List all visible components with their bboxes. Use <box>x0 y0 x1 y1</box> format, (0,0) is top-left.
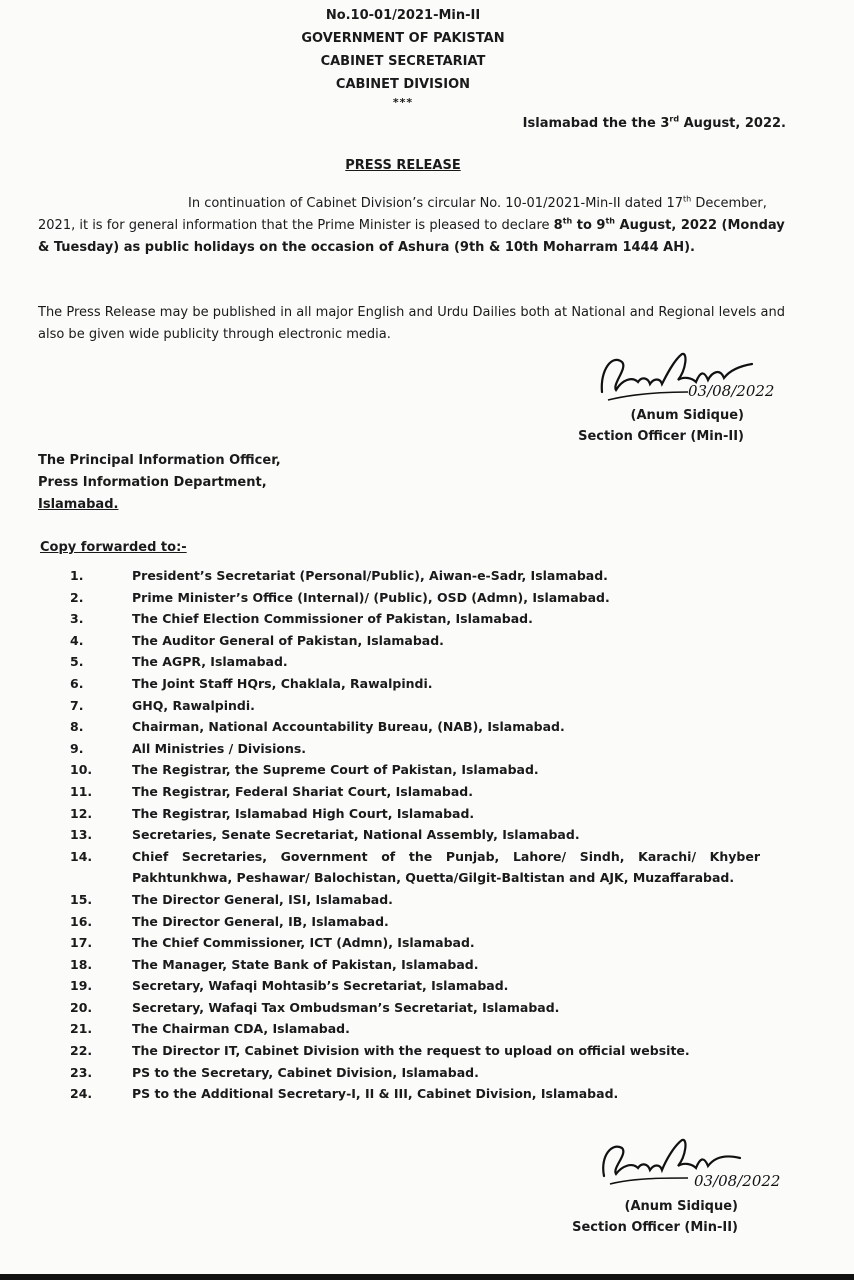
list-item-number: 4. <box>70 632 84 648</box>
signatory-block-2 <box>572 1196 738 1238</box>
list-item-number: 20. <box>70 999 93 1015</box>
list-item-number: 6. <box>70 675 84 691</box>
list-item-number: 13. <box>70 827 93 843</box>
handwritten-date: 03/08/2022 <box>688 382 775 400</box>
list-item <box>70 587 760 609</box>
list-item-number: 12. <box>70 805 93 821</box>
list-item-text: The Auditor General of Pakistan, Islamabad. <box>132 632 444 648</box>
body-paragraph-1: In continuation of Cabinet Division’s circular No. 10-01/2021-Min-II dated 17th December, 2021, it is for general information that the Prime Minister is pleased to declare 8th to 9th August, 2022 (Monday & Tuesday) as public holidays on the occasion of Ashura (9th & 10th Moharram 1444 AH). <box>38 194 785 255</box>
list-item <box>70 1062 760 1084</box>
signatory-name: (Anum Sidique) <box>630 408 744 423</box>
list-item-number: 24. <box>70 1086 93 1102</box>
list-item <box>70 911 760 933</box>
list-item-number: 9. <box>70 740 84 756</box>
list-item-text: The Registrar, Islamabad High Court, Islamabad. <box>132 805 475 821</box>
reference-number: No.10-01/2021-Min-II <box>325 8 481 23</box>
list-item <box>70 651 760 673</box>
list-item-text: The Joint Staff HQrs, Chaklala, Rawalpindi. <box>132 675 433 691</box>
list-item-number: 14. <box>70 848 93 864</box>
list-item <box>70 673 760 695</box>
list-item <box>70 954 760 976</box>
list-item-number: 15. <box>70 891 93 907</box>
list-item <box>70 932 760 954</box>
list-item <box>70 738 760 760</box>
list-item-number: 2. <box>70 589 84 605</box>
list-item <box>70 759 760 781</box>
list-item-text: The Registrar, the Supreme Court of Pakistan, Islamabad. <box>132 762 539 778</box>
list-item <box>70 695 760 717</box>
secretariat-heading: CABINET SECRETARIAT <box>320 54 486 69</box>
header-separator: *** <box>392 96 414 109</box>
signatory-name: (Anum Sidique) <box>624 1199 738 1214</box>
list-item-number: 21. <box>70 1021 93 1037</box>
signatory-block-1 <box>578 405 744 447</box>
list-item <box>70 608 760 630</box>
list-item <box>70 1018 760 1040</box>
list-item-text: The Chief Election Commissioner of Pakistan, Islamabad. <box>132 611 533 627</box>
list-item <box>70 975 760 997</box>
list-item <box>70 846 760 889</box>
list-item-text: The Registrar, Federal Shariat Court, Islamabad. <box>132 783 474 799</box>
list-item <box>70 716 760 738</box>
list-item-number: 7. <box>70 697 84 713</box>
list-item-number: 10. <box>70 762 93 778</box>
list-item-number: 19. <box>70 978 93 994</box>
holiday-declaration: 8th to 9th August, 2022 (Monday & Tuesday) as public holidays on the occasion of Ashura (9th & 10th Moharram 1444 AH). <box>38 216 785 255</box>
dateline: Islamabad the the 3rd August, 2022. <box>522 114 786 131</box>
list-item-number: 22. <box>70 1043 93 1059</box>
list-item <box>70 1040 760 1062</box>
list-item-text: PS to the Secretary, Cabinet Division, Islamabad. <box>132 1064 479 1080</box>
list-item <box>70 889 760 911</box>
list-item-number: 23. <box>70 1064 93 1080</box>
list-item <box>70 803 760 825</box>
list-item-text: Prime Minister’s Office (Internal)/ (Public), OSD (Admn), Islamabad. <box>132 589 610 605</box>
handwritten-date: 03/08/2022 <box>694 1172 781 1190</box>
list-item-text: Secretary, Wafaqi Mohtasib’s Secretariat, Islamabad. <box>132 978 509 994</box>
list-item-text: All Ministries / Divisions. <box>132 740 307 756</box>
list-item-number: 17. <box>70 935 93 951</box>
body-paragraph-2: The Press Release may be published in all major English and Urdu Dailies both at National and Regional levels and also be given wide publicity through electronic media. <box>38 305 785 342</box>
list-item <box>70 781 760 803</box>
page-bottom-edge <box>0 1274 854 1280</box>
list-item <box>70 630 760 652</box>
list-item-text: The Chief Commissioner, ICT (Admn), Islamabad. <box>132 935 475 951</box>
copy-forwarded-heading: Copy forwarded to:- <box>40 540 187 555</box>
list-item-text: The AGPR, Islamabad. <box>132 654 288 670</box>
division-heading: CABINET DIVISION <box>335 77 471 92</box>
list-item-text: Secretary, Wafaqi Tax Ombudsman’s Secretariat, Islamabad. <box>132 999 560 1015</box>
list-item-number: 8. <box>70 719 84 735</box>
list-item <box>70 565 760 587</box>
list-item-text: President’s Secretariat (Personal/Public), Aiwan-e-Sadr, Islamabad. <box>132 568 608 583</box>
distribution-list <box>70 565 760 1105</box>
list-item-number: 1. <box>70 568 84 583</box>
list-item-number: 18. <box>70 956 93 972</box>
list-item-text: The Chairman CDA, Islamabad. <box>132 1021 350 1037</box>
addressee-block: The Principal Information Officer, Press Information Department, Islamabad. <box>38 453 281 512</box>
document-title: PRESS RELEASE <box>345 158 461 173</box>
list-item-text: The Manager, State Bank of Pakistan, Islamabad. <box>132 956 479 972</box>
list-item-text: The Director General, ISI, Islamabad. <box>132 891 393 907</box>
list-item-text: GHQ, Rawalpindi. <box>132 697 255 713</box>
list-item-text: PS to the Additional Secretary-I, II & III, Cabinet Division, Islamabad. <box>132 1086 619 1102</box>
list-item-text: Secretaries, Senate Secretariat, National Assembly, Islamabad. <box>132 827 580 843</box>
list-item-text: The Director General, IB, Islamabad. <box>132 913 389 929</box>
list-item-number: 5. <box>70 654 84 670</box>
list-item <box>70 1083 760 1105</box>
signatory-designation: Section Officer (Min-II) <box>578 429 744 444</box>
govt-heading: GOVERNMENT OF PAKISTAN <box>301 31 505 46</box>
list-item <box>70 824 760 846</box>
list-item-number: 3. <box>70 611 84 627</box>
list-item-number: 16. <box>70 913 93 929</box>
list-item-text: Chief Secretaries, Government of the Punjab, Lahore/ Sindh, Karachi/ Khyber Pakhtunkhwa, Peshawar/ Balochistan, Quetta/Gilgit-Baltistan and AJK, Muzaffarabad. <box>132 848 760 886</box>
list-item-number: 11. <box>70 783 93 799</box>
list-item <box>70 997 760 1019</box>
signatory-designation: Section Officer (Min-II) <box>572 1220 738 1235</box>
list-item-text: Chairman, National Accountability Bureau, (NAB), Islamabad. <box>132 719 565 735</box>
list-item-text: The Director IT, Cabinet Division with the request to upload on official website. <box>132 1043 690 1059</box>
